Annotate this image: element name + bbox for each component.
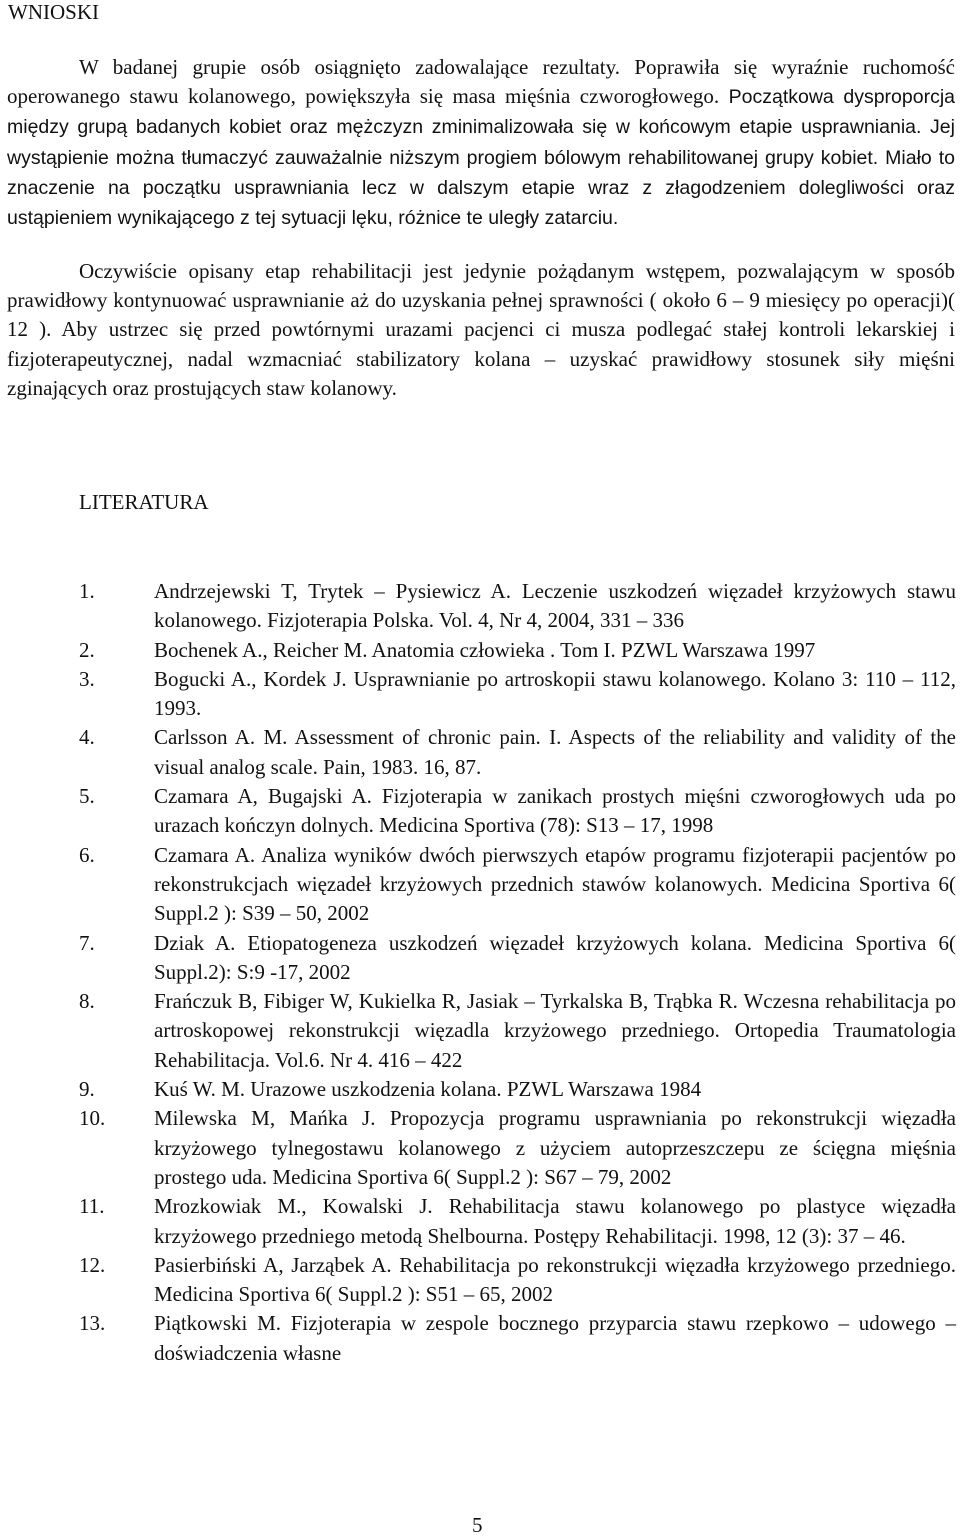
reference-number: 11. [79,1194,105,1219]
conclusions-paragraph-1-serif: W badanej grupie osób osiągnięto zadowalające rezultaty. Poprawiła się wyraźnie ruchomość operowanego stawu kolanowego, powiększyła się masa mięśnia czworogłowego. [7,55,955,109]
reference-number: 4. [79,725,95,750]
reference-text: Czamara A, Bugajski A. Fizjoterapia w zanikach prostych mięśni czworogłowych uda po urazach kończyn dolnych. Medicina Sportiva (78): S13 – 17, 1998 [154,784,956,838]
reference-number: 2. [79,637,95,662]
reference-text: Dziak A. Etiopatogeneza uszkodzeń więzadeł krzyżowych kolana. Medicina Sportiva 6( Suppl.2): S:9 -17, 2002 [154,930,956,984]
reference-item [79,1075,956,1104]
reference-text: Frańczuk B, Fibiger W, Kukielka R, Jasiak – Tyrkalska B, Trąbka R. Wczesna rehabilitacja po artroskopowej rekonstrukcji więzadla krzyżowego przedniego. Ortopedia Traumatologia Rehabilitacja. Vol.6. Nr 4. 416 – 422 [154,989,956,1072]
conclusions-paragraph-2: Oczywiście opisany etap rehabilitacji jest jedynie pożądanym wstępem, pozwalającym w sposób prawidłowy kontynuować usprawnianie aż do uzyskania pełnej sprawności ( około 6 – 9 miesięcy po operacji)( 12 ). Aby ustrzec się przed powtórnymi urazami pacjenci ci musza podlegać stałej kontroli lekarskiej i fizjoterapeutycznej, nadal wzmacniać stabilizatory kolana – uzyskać prawidłowy stosunek siły mięśni zginających oraz prostujących staw kolanowy. [7,259,955,400]
reference-item [79,665,956,724]
reference-number: 12. [79,1252,106,1277]
reference-item [79,987,956,1075]
reference-item [79,723,956,782]
conclusions-paragraph-1 [7,53,955,233]
reference-item [79,577,956,636]
reference-item [79,1309,956,1368]
reference-item [79,1251,956,1310]
conclusions-heading: WNIOSKI [8,0,99,24]
reference-number: 10. [79,1106,106,1131]
conclusions-paragraph-1-sans: Początkowa dysproporcja między grupą badanych kobiet oraz mężczyzn zminimalizowała się w końcowym etapie usprawniania. Jej wystąpienie można tłumaczyć zauważalnie niższym progiem bólowym rehabilitowanej grupy kobiet. Miało to znaczenie na początku usprawniania lecz w dalszym etapie wraz z złagodzeniem dolegliwości oraz ustąpieniem wynikającego z tej sytuacji lęku, różnice te uległy zatarciu. [7,86,956,230]
reference-list [79,577,956,1368]
reference-text: Milewska M, Mańka J. Propozycja programu usprawniania po rekonstrukcji więzadła krzyżowego tylnegostawu kolanowego z użyciem autoprzeszczepu ze ścięgna mięśnia prostego uda. Medicina Sportiva 6( Suppl.2 ): S67 – 79, 2002 [154,1106,956,1189]
reference-text: Piątkowski M. Fizjoterapia w zespole bocznego przyparcia stawu rzepkowo – udowego – doświadczenia własne [154,1311,956,1365]
reference-number: 9. [79,1077,95,1102]
reference-number: 3. [79,666,95,691]
page-number: 5 [472,1513,483,1537]
reference-item [79,841,956,929]
reference-text: Bochenek A., Reicher M. Anatomia człowieka . Tom I. PZWL Warszawa 1997 [154,637,816,662]
reference-text: Kuś W. M. Urazowe uszkodzenia kolana. PZWL Warszawa 1984 [154,1077,702,1102]
literature-heading: LITERATURA [79,490,209,514]
reference-item [79,782,956,841]
reference-text: Pasierbiński A, Jarząbek A. Rehabilitacja po rekonstrukcji więzadła krzyżowego przedniego. Medicina Sportiva 6( Suppl.2 ): S51 – 65, 2002 [154,1252,956,1307]
reference-item [79,929,956,988]
reference-text: Andrzejewski T, Trytek – Pysiewicz A. Leczenie uszkodzeń więzadeł krzyżowych stawu kolanowego. Fizjoterapia Polska. Vol. 4, Nr 4, 2004, 331 – 336 [154,579,956,633]
reference-item [79,636,956,665]
reference-number: 13. [79,1311,106,1336]
reference-item [79,1192,956,1251]
reference-text: Czamara A. Analiza wyników dwóch pierwszych etapów programu fizjoterapii pacjentów po rekonstrukcjach więzadeł krzyżowych przednich stawów kolanowych. Medicina Sportiva 6( Suppl.2 ): S39 – 50, 2002 [154,842,956,926]
reference-text: Bogucki A., Kordek J. Usprawnianie po artroskopii stawu kolanowego. Kolano 3: 110 – 112, 1993. [154,666,956,721]
reference-text: Mrozkowiak M., Kowalski J. Rehabilitacja stawu kolanowego po plastyce więzadła krzyżowego przedniego metodą Shelbourna. Postępy Rehabilitacji. 1998, 12 (3): 37 – 46. [154,1194,956,1248]
reference-number: 7. [79,930,95,955]
reference-number: 8. [79,989,95,1014]
reference-number: 1. [79,579,95,603]
reference-text: Carlsson A. M. Assessment of chronic pain. I. Aspects of the reliability and validity of the visual analog scale. Pain, 1983. 16, 87. [154,725,956,779]
reference-number: 6. [79,842,95,867]
reference-number: 5. [79,784,95,809]
reference-item [79,1104,956,1192]
